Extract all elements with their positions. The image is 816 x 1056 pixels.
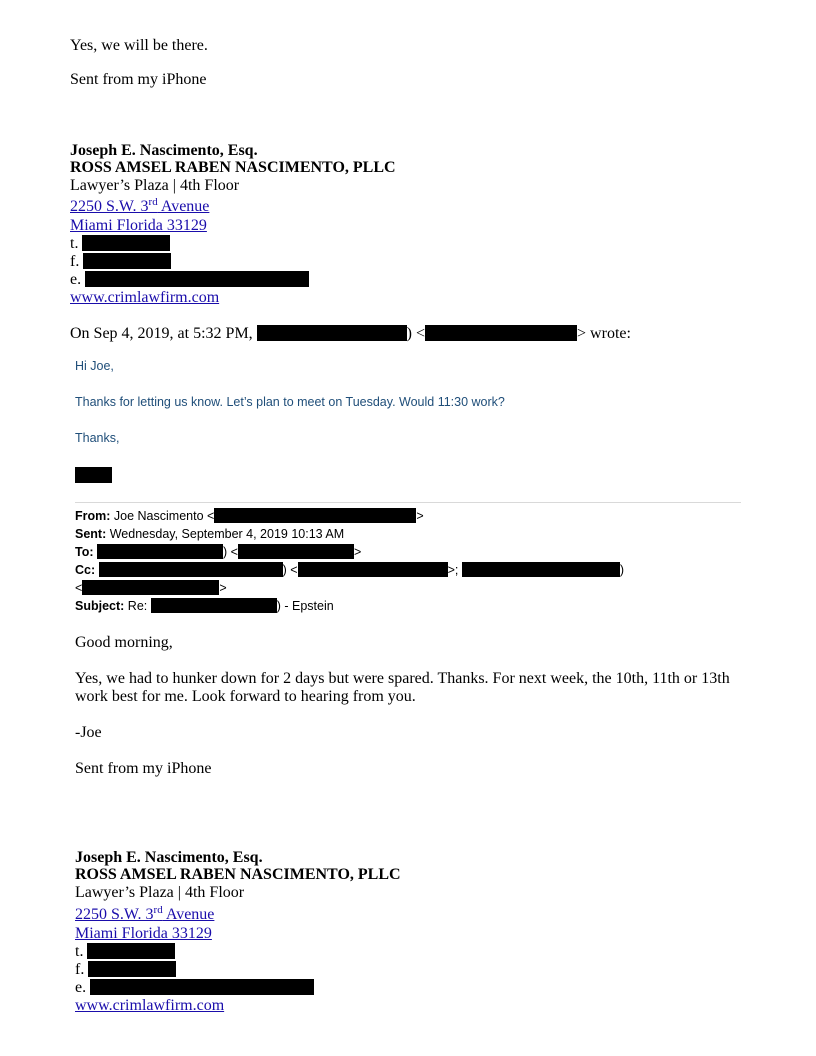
redaction [88, 961, 176, 977]
to-label: To: [75, 545, 94, 559]
divider [75, 502, 741, 503]
tel-prefix: t. [70, 235, 79, 252]
redaction [238, 544, 354, 559]
quoted-body: Thanks for letting us know. Let’s plan to meet on Tuesday. Would 11:30 work? [75, 395, 505, 409]
quote-header-mid: ) < [406, 325, 426, 342]
cc-separator: >; [447, 563, 459, 577]
redaction [99, 562, 283, 577]
fax-line [75, 961, 176, 979]
redaction [257, 325, 407, 341]
telephone-line [75, 943, 175, 961]
address-ordinal: rd [148, 196, 158, 208]
to-end: > [353, 545, 362, 559]
subject-label: Subject: [75, 599, 125, 613]
city-link[interactable]: Miami Florida 33129 [75, 925, 212, 942]
redaction [90, 979, 314, 995]
reply-text: Yes, we will be there. [70, 37, 208, 54]
sent-from-iphone: Sent from my iPhone [70, 71, 207, 88]
email-prefix: e. [70, 271, 82, 288]
from-label: From: [75, 509, 111, 523]
fax-prefix: f. [70, 253, 80, 270]
cc-line-2 [75, 579, 227, 597]
quote-header-date: On Sep 4, 2019, at 5:32 PM, [70, 325, 253, 342]
quoted-greeting: Hi Joe, [75, 359, 114, 373]
redaction [83, 253, 171, 269]
cc-end: ) [619, 563, 625, 577]
redaction [214, 508, 416, 523]
subject-suffix: ) - Epstein [276, 599, 334, 613]
original-body: Yes, we had to hunker down for 2 days but were spared. Thanks. For next week, the 10th, 11th or 13th work best for me. Look forward to hearing from you. [75, 670, 730, 705]
signature-name: Joseph E. Nascimento, Esq. [70, 142, 258, 159]
cc-line2-start: < [75, 581, 83, 595]
redaction [425, 325, 577, 341]
address-link[interactable] [70, 198, 209, 216]
redaction [87, 943, 175, 959]
subject-line [75, 597, 334, 615]
website-link[interactable]: www.crimlawfirm.com [70, 289, 220, 306]
redaction [85, 271, 309, 287]
sent-value: Wednesday, September 4, 2019 10:13 AM [109, 527, 345, 541]
original-signoff: -Joe [75, 724, 102, 741]
tel-prefix: t. [75, 943, 84, 960]
redaction [82, 580, 219, 595]
original-sent-from: Sent from my iPhone [75, 760, 212, 777]
cc-line2-end: > [219, 581, 227, 595]
redaction [151, 598, 277, 613]
from-end: > [416, 509, 424, 523]
redaction [298, 562, 448, 577]
from-line [75, 507, 424, 525]
fax-line [70, 253, 171, 271]
email-prefix: e. [75, 979, 87, 996]
telephone-line [70, 235, 170, 253]
address-ordinal: rd [153, 904, 163, 916]
cc-line [75, 561, 624, 579]
website-link[interactable]: www.crimlawfirm.com [75, 997, 225, 1014]
address-avenue: Avenue [162, 906, 215, 923]
cc-mid: ) < [282, 563, 298, 577]
sent-label: Sent: [75, 527, 107, 541]
cc-label: Cc: [75, 563, 96, 577]
from-value: Joe Nascimento < [113, 509, 215, 523]
sent-line [75, 525, 344, 543]
redaction [462, 562, 620, 577]
address-avenue: Avenue [157, 198, 210, 215]
address-street: 2250 S.W. 3 [70, 198, 149, 215]
fax-prefix: f. [75, 961, 85, 978]
email-line [70, 271, 309, 289]
to-line [75, 543, 361, 561]
signature-building: Lawyer’s Plaza | 4th Floor [75, 884, 245, 901]
email-line [75, 979, 314, 997]
city-link[interactable]: Miami Florida 33129 [70, 217, 207, 234]
redaction [82, 235, 170, 251]
subject-prefix: Re: [127, 599, 148, 613]
quote-header-suffix: > wrote: [577, 325, 631, 342]
address-street: 2250 S.W. 3 [75, 906, 154, 923]
quoted-closing: Thanks, [75, 431, 120, 445]
signature-firm: ROSS AMSEL RABEN NASCIMENTO, PLLC [70, 159, 396, 176]
quote-header [70, 325, 631, 343]
signature-name: Joseph E. Nascimento, Esq. [75, 849, 263, 866]
signature-firm: ROSS AMSEL RABEN NASCIMENTO, PLLC [75, 866, 401, 883]
address-link[interactable] [75, 906, 214, 924]
to-mid: ) < [223, 545, 238, 559]
redaction [75, 467, 112, 483]
original-greeting: Good morning, [75, 634, 173, 651]
redaction [97, 544, 223, 559]
signature-building: Lawyer’s Plaza | 4th Floor [70, 177, 240, 194]
